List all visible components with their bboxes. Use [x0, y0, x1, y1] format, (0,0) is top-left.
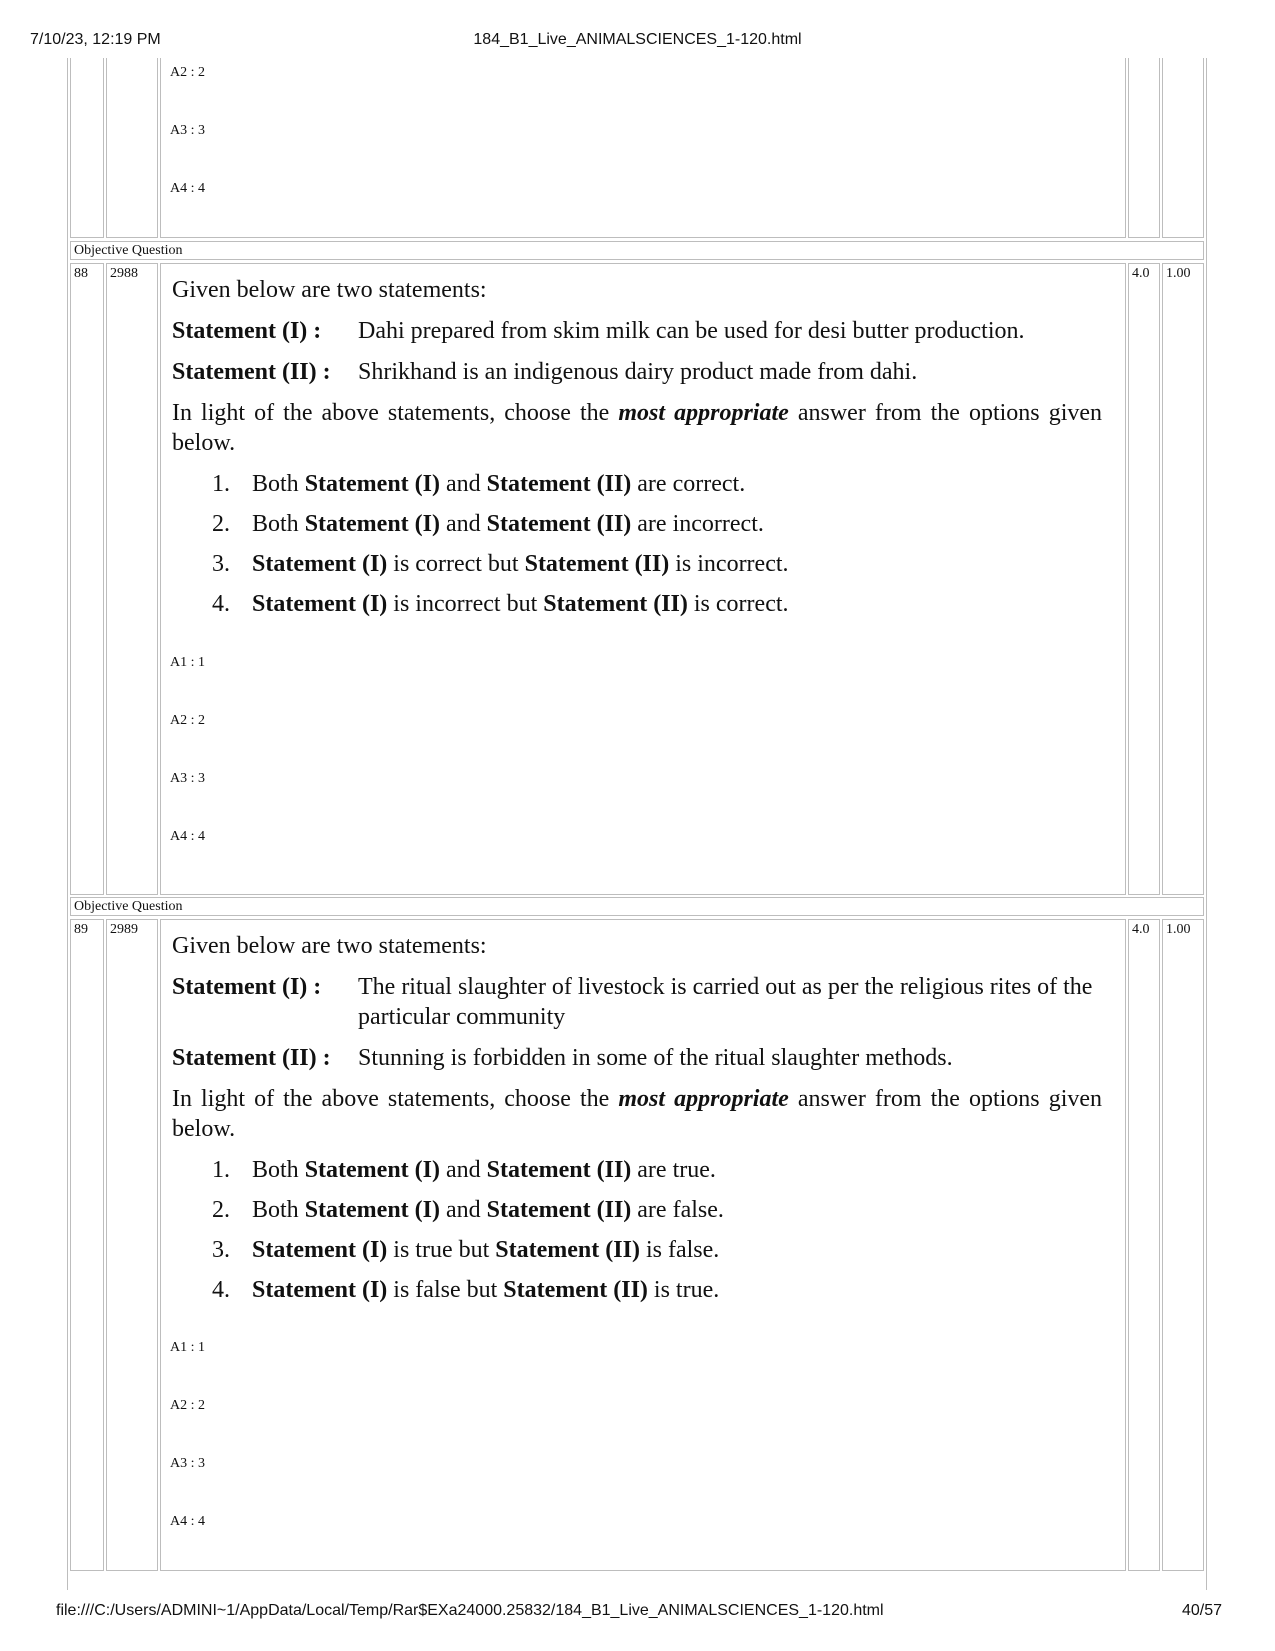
question-text	[172, 931, 1102, 1305]
statement-text: Stunning is forbidden in some of the ritual slaughter methods.	[358, 1045, 953, 1071]
table-border-left	[67, 58, 68, 1590]
print-datetime: 7/10/23, 12:19 PM	[30, 31, 161, 48]
prev-qid-cell	[106, 58, 158, 238]
table-border-right	[1206, 58, 1207, 1590]
question-id: 2988	[106, 263, 158, 895]
prev-marks-cell	[1128, 58, 1160, 238]
option-3: 3. Statement (I) is true but Statement (II) is false.	[212, 1237, 720, 1263]
answer-option: A3 : 3	[170, 1456, 205, 1471]
statement-2	[172, 1043, 1102, 1073]
statement-text: Dahi prepared from skim milk can be used for desi butter production.	[358, 318, 1025, 344]
answer-option: A3 : 3	[170, 771, 205, 786]
statement-1	[172, 972, 1102, 1032]
option-4: 4. Statement (I) is incorrect but Statement (II) is correct.	[212, 591, 789, 617]
question-instruction: In light of the above statements, choose the most appropriate answer from the options given below.	[172, 1086, 1103, 1142]
prev-answer: A2 : 2	[170, 65, 205, 80]
answer-option: A4 : 4	[170, 829, 205, 844]
question-id: 2989	[106, 919, 158, 1571]
answer-option: A1 : 1	[170, 1340, 205, 1355]
option-2: 2. Both Statement (I) and Statement (II) are incorrect.	[212, 511, 764, 537]
answer-option: A2 : 2	[170, 713, 205, 728]
prev-neg-cell	[1162, 58, 1204, 238]
question-number: 89	[70, 919, 104, 1571]
statement-text: The ritual slaughter of livestock is carried out as per the religious rites of the particular community	[358, 974, 1093, 1030]
marks-value: 4.0	[1128, 263, 1160, 895]
statement-label: Statement (II) :	[172, 359, 331, 385]
prev-answer: A4 : 4	[170, 181, 205, 196]
statement-label: Statement (I) :	[172, 974, 322, 1000]
marks-value: 4.0	[1128, 919, 1160, 1571]
statement-1	[172, 316, 1102, 346]
question-instruction: In light of the above statements, choose the most appropriate answer from the options given below.	[172, 400, 1103, 456]
question-number: 88	[70, 263, 104, 895]
answer-option: A4 : 4	[170, 1514, 205, 1529]
question-intro: Given below are two statements:	[172, 933, 487, 959]
option-1: 1. Both Statement (I) and Statement (II) are true.	[212, 1157, 716, 1183]
statement-2	[172, 357, 1102, 387]
option-4: 4. Statement (I) is false but Statement (II) is true.	[212, 1277, 720, 1303]
page-number: 40/57	[1181, 1602, 1222, 1619]
prev-sno-cell	[70, 58, 104, 238]
option-2: 2. Both Statement (I) and Statement (II) are false.	[212, 1197, 724, 1223]
prev-question-cell	[160, 58, 1126, 238]
question-intro: Given below are two statements:	[172, 277, 487, 303]
question-type-label: Objective Question	[70, 241, 1204, 260]
question-type-label: Objective Question	[70, 897, 1204, 916]
print-filename: 184_B1_Live_ANIMALSCIENCES_1-120.html	[473, 31, 802, 48]
statement-text: Shrikhand is an indigenous dairy product made from dahi.	[358, 359, 918, 385]
negative-marks-value: 1.00	[1162, 919, 1204, 1571]
option-1: 1. Both Statement (I) and Statement (II) are correct.	[212, 471, 746, 497]
answer-option: A1 : 1	[170, 655, 205, 670]
statement-label: Statement (II) :	[172, 1045, 331, 1071]
answer-option: A2 : 2	[170, 1398, 205, 1413]
prev-answer: A3 : 3	[170, 123, 205, 138]
file-path: file:///C:/Users/ADMINI~1/AppData/Local/Temp/Rar$EXa24000.25832/184_B1_Live_ANIMALSCIENCES_1-120.html	[56, 1602, 884, 1619]
option-3: 3. Statement (I) is correct but Statement (II) is incorrect.	[212, 551, 789, 577]
statement-label: Statement (I) :	[172, 318, 322, 344]
question-text	[172, 275, 1102, 619]
negative-marks-value: 1.00	[1162, 263, 1204, 895]
